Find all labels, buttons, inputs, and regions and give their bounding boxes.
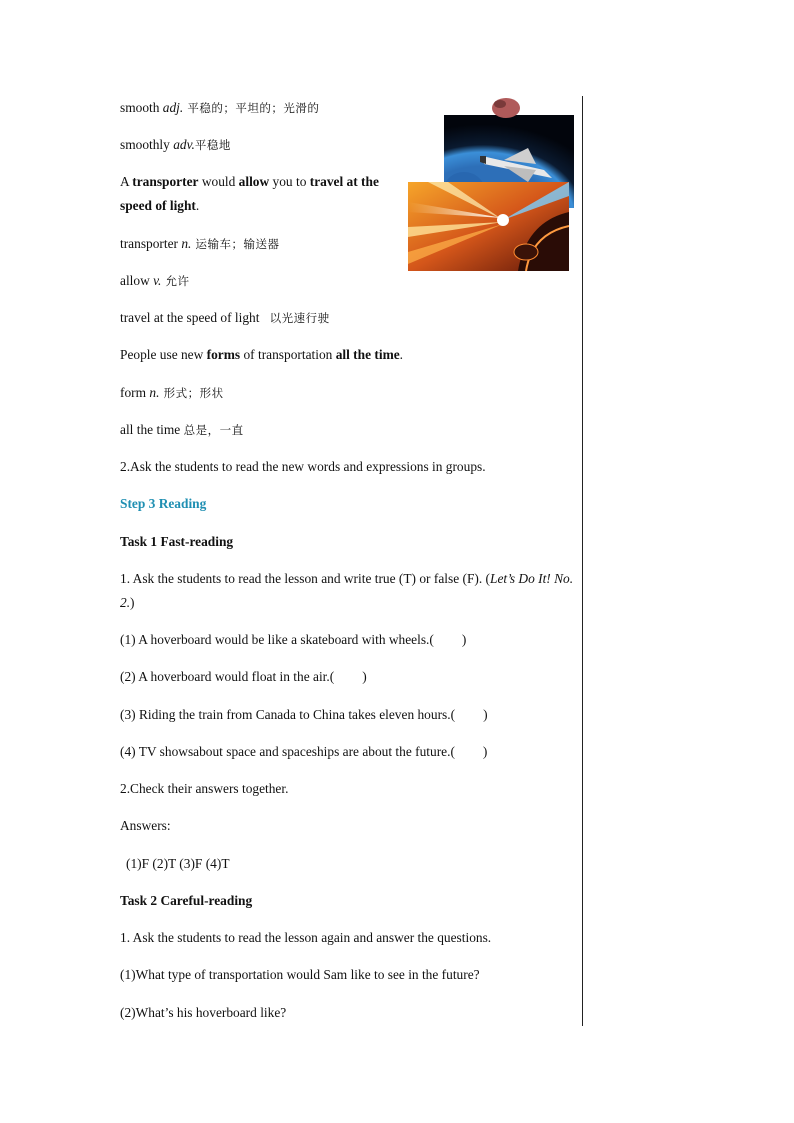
tf-question-3	[120, 706, 488, 724]
part-of-speech: n.	[181, 236, 192, 251]
paren: )	[483, 707, 488, 722]
text: 1. Ask the students to read the lesson and write true (T) or false (F). (	[120, 571, 491, 586]
example-sentence-transporter	[120, 170, 410, 218]
reference: Let’s Do It! No. 2.	[120, 571, 574, 610]
task1-instruction	[120, 567, 580, 615]
text: People use new	[120, 347, 207, 362]
vocab-smooth	[120, 99, 319, 117]
keyword: forms	[206, 347, 241, 362]
text: .	[399, 347, 404, 362]
vocab-allow	[120, 272, 190, 290]
phrase: travel at the speed of light	[120, 310, 260, 325]
task2-heading: Task 2 Careful-reading	[120, 893, 253, 908]
word: transporter	[120, 236, 182, 251]
tf-question-2	[120, 668, 367, 686]
text: )	[130, 595, 135, 610]
light-speed-icon	[408, 182, 569, 271]
vocab-travel	[120, 309, 330, 327]
chinese-meaning: 允许	[161, 274, 190, 288]
vocab-form	[120, 384, 224, 402]
text: would	[198, 174, 239, 189]
keyword: all the time	[335, 347, 400, 362]
careful-question-2: (2)What’s his hoverboard like?	[120, 1005, 287, 1020]
chinese-meaning: 平稳地	[194, 138, 231, 152]
check-instruction: 2.Check their answers together.	[120, 781, 289, 796]
paren: )	[461, 632, 467, 647]
part-of-speech: adj.	[162, 100, 184, 115]
question-text: (1) A hoverboard would be like a skateboard with wheels.(	[120, 632, 434, 647]
word: form	[120, 385, 150, 400]
word: smooth	[120, 100, 163, 115]
question-text: (4) TV showsabout space and spaceships are about the future.(	[120, 744, 455, 759]
part-of-speech: n.	[149, 385, 160, 400]
text: of transportation	[240, 347, 336, 362]
text: you to	[269, 174, 310, 189]
answers-label: Answers:	[120, 818, 171, 833]
part-of-speech: adv.	[173, 137, 195, 152]
chinese-meaning: 形式；形状	[159, 386, 224, 400]
paren: )	[482, 744, 488, 759]
example-sentence-forms	[120, 346, 403, 364]
word: allow	[120, 273, 154, 288]
tf-question-4	[120, 743, 487, 761]
word: smoothly	[120, 137, 174, 152]
chinese-meaning: 平稳的；平坦的；光滑的	[183, 101, 320, 115]
vocab-all-the-time	[120, 421, 244, 439]
question-text: (3) Riding the train from Canada to China takes eleven hours.(	[120, 707, 456, 722]
chinese-meaning: 运输车；输送器	[191, 237, 280, 251]
task1-heading: Task 1 Fast-reading	[120, 534, 234, 549]
vocab-smoothly	[120, 136, 231, 154]
chinese-meaning: 总是，一直	[183, 423, 244, 437]
text: A	[120, 174, 133, 189]
question-text: (2) A hoverboard would float in the air.(	[120, 669, 335, 684]
careful-question-1: (1)What type of transportation would Sam like to see in the future?	[120, 967, 480, 982]
margin-rule	[582, 96, 583, 1026]
keyword: travel at the speed of light	[120, 174, 379, 213]
keyword: allow	[238, 174, 270, 189]
task2-instruction: 1. Ask the students to read the lesson again and answer the questions.	[120, 930, 492, 945]
chinese-meaning: 以光速行驶	[265, 311, 330, 325]
step-heading: Step 3 Reading	[120, 496, 207, 511]
instruction-groups: 2.Ask the students to read the new words and expressions in groups.	[120, 459, 486, 474]
light-speed-image	[408, 182, 569, 271]
keyword: transporter	[132, 174, 199, 189]
paren: )	[362, 669, 367, 684]
answers-text: (1)F (2)T (3)F (4)T	[126, 856, 230, 871]
phrase: all the time	[120, 422, 184, 437]
vocab-transporter	[120, 235, 280, 253]
part-of-speech: v.	[153, 273, 162, 288]
tf-question-1	[120, 631, 466, 649]
text: .	[195, 198, 200, 213]
